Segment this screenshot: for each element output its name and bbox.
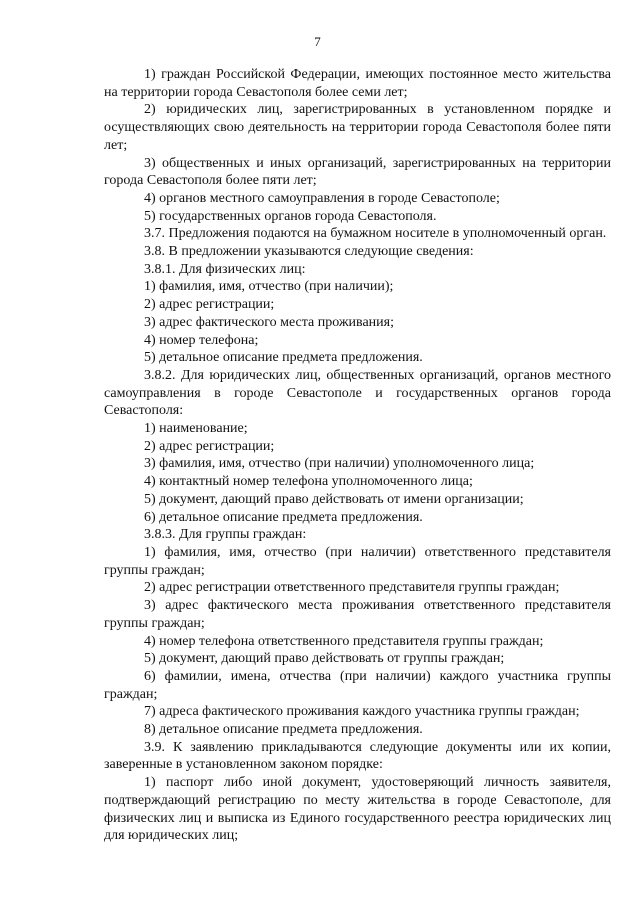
list-item: 4) контактный номер телефона уполномоченного лица; bbox=[144, 474, 473, 490]
list-item: 2) адрес регистрации; bbox=[144, 297, 275, 313]
list-item: 1) фамилия, имя, отчество (при наличии) ответственного представителя группы граждан; bbox=[104, 544, 611, 578]
paragraph-public-organizations: 3) общественных и иных организаций, зарегистрированных на территории города Севастополя более пяти лет; bbox=[104, 155, 611, 189]
paragraph-state-bodies: 5) государственных органов города Севастополя. bbox=[144, 208, 437, 224]
list-item: 2) адрес регистрации; bbox=[144, 438, 275, 454]
paragraph-3-7: 3.7. Предложения подаются на бумажном носителе в уполномоченный орган. bbox=[144, 226, 607, 242]
paragraph-local-self-government: 4) органов местного самоуправления в городе Севастополе; bbox=[144, 190, 500, 206]
paragraph-3-8: 3.8. В предложении указываются следующие сведения: bbox=[144, 244, 474, 260]
list-item: 5) документ, дающий право действовать от имени организации; bbox=[144, 491, 524, 507]
list-item: 4) номер телефона ответственного представителя группы граждан; bbox=[144, 633, 544, 649]
paragraph-legal-entities: 2) юридических лиц, зарегистрированных в установленном порядке и осуществляющих свою деятельность на территории города Севастополя более пяти лет; bbox=[104, 102, 611, 153]
paragraph-3-9: 3.9. К заявлению прикладываются следующие документы или их копии, заверенные в установленном законом порядке: bbox=[104, 739, 611, 773]
list-item: 1) наименование; bbox=[144, 421, 248, 437]
document-body bbox=[104, 66, 611, 845]
list-item: 4) номер телефона; bbox=[144, 332, 259, 348]
list-item: 1) фамилия, имя, отчество (при наличии); bbox=[144, 279, 394, 295]
list-item: 3) адрес фактического места проживания ответственного представителя группы граждан; bbox=[104, 598, 611, 631]
paragraph-3-8-2: 3.8.2. Для юридических лиц, общественных организаций, органов местного самоуправления в городе Севастополе и государственных органов города Севастополя: bbox=[104, 367, 611, 419]
list-item: 8) детальное описание предмета предложения. bbox=[144, 722, 423, 738]
list-item: 1) паспорт либо иной документ, удостоверяющий личность заявителя, подтверждающий регистрацию по месту жительства в городе Севастополе, для физических лиц и выписка из Единого государственного реестра юридических лиц для юридических лиц; bbox=[104, 775, 611, 844]
page-number: 7 bbox=[314, 34, 321, 49]
list-item: 5) детальное описание предмета предложения. bbox=[144, 350, 423, 366]
paragraph-3-8-3: 3.8.3. Для группы граждан: bbox=[144, 527, 307, 543]
list-item: 3) адрес фактического места проживания; bbox=[144, 314, 394, 330]
list-item: 5) документ, дающий право действовать от группы граждан; bbox=[144, 651, 505, 667]
list-item: 3) фамилия, имя, отчество (при наличии) уполномоченного лица; bbox=[144, 456, 535, 472]
paragraph-3-8-1: 3.8.1. Для физических лиц: bbox=[144, 261, 306, 277]
paragraph-citizens: 1) граждан Российской Федерации, имеющих постоянное место жительства на территории города Севастополя более семи лет; bbox=[104, 67, 611, 100]
list-item: 7) адреса фактического проживания каждого участника группы граждан; bbox=[144, 704, 580, 720]
list-item: 2) адрес регистрации ответственного представителя группы граждан; bbox=[144, 580, 560, 596]
list-item: 6) фамилии, имена, отчества (при наличии) каждого участника группы граждан; bbox=[104, 668, 611, 702]
list-item: 6) детальное описание предмета предложения. bbox=[144, 509, 423, 525]
